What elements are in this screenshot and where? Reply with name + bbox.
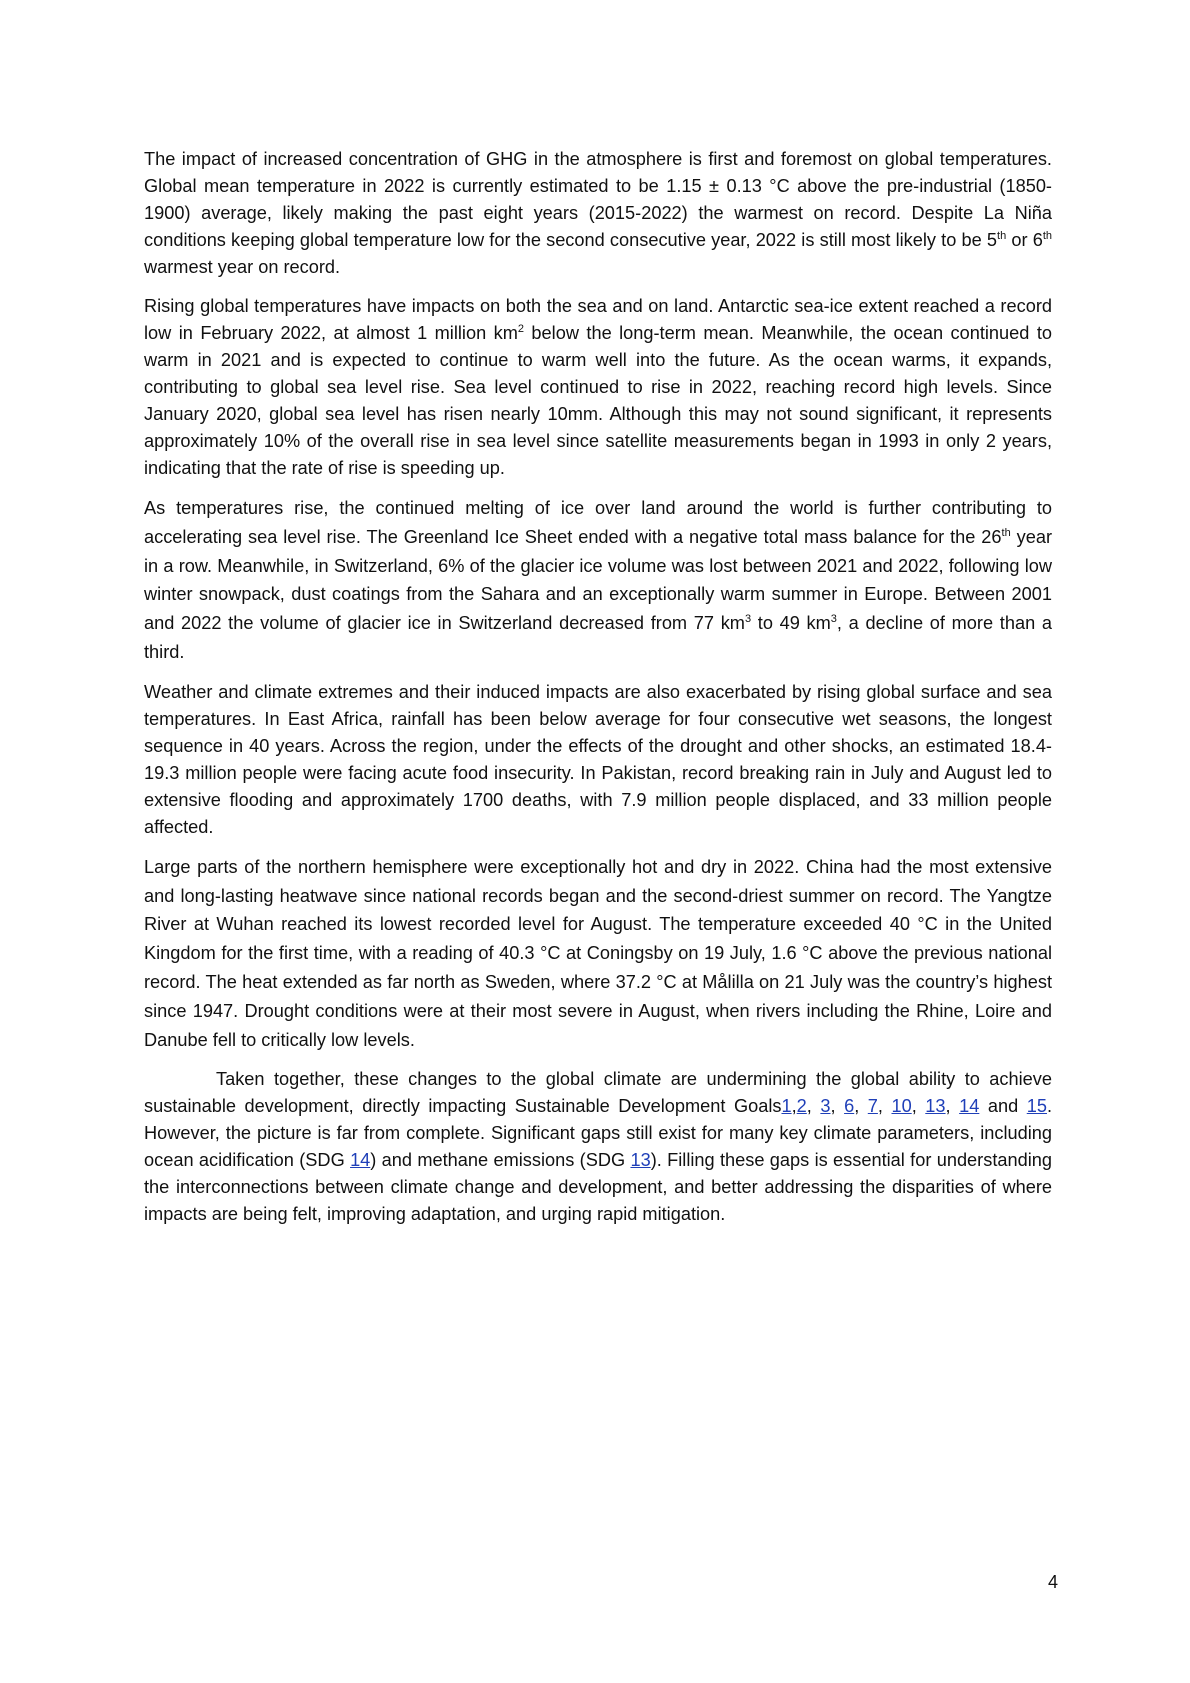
sdg-link-15[interactable]: 15 — [1026, 1096, 1047, 1117]
paragraph-sdg-impacts: Taken together, these changes to the global climate are undermining the global ability to achieve sustainable development, directly impacting Sustainable Development Goals1,2, 3, 6, 7, 10, 13, 14 and 15. However, the picture is far from complete. Significant gaps still exist for many key climate parameters, including ocean acidification (SDG 14) and methane emissions (SDG 13). Filling these gaps is essential for understanding the interconnections between climate change and development, and better addressing the disparities of where impacts are being felt, improving adaptation, and urging rapid mitigation. — [144, 1069, 1053, 1225]
paragraph-text: warmest year on record. — [144, 257, 341, 277]
superscript: th — [1042, 229, 1052, 242]
paragraph-global-temperature — [144, 146, 1052, 281]
body-text — [144, 146, 1052, 1240]
paragraph-heatwave — [144, 853, 1052, 1055]
sdg-link-10[interactable]: 10 — [891, 1096, 912, 1117]
superscript: 3 — [830, 613, 837, 626]
superscript: th — [1001, 526, 1011, 539]
paragraph-text: to 49 km — [751, 613, 831, 634]
sdg-link-14[interactable]: 14 — [959, 1096, 980, 1117]
sdg-link-3[interactable]: 3 — [820, 1096, 831, 1117]
superscript: 3 — [744, 613, 752, 626]
paragraph-text: or 6 — [1006, 230, 1043, 250]
sdg-link-13[interactable]: 13 — [925, 1096, 946, 1117]
paragraph-text: The impact of increased concentration of GHG in the atmosphere is first and foremost on global temperatures. Global mean temperature in 2022 is currently estimated to be 1.15 ± 0.13 °C above the pre-industrial (1850-1900) average, likely making the past eight years (2015-2022) the warmest on record. Despite La Niña conditions keeping global temperature low for the second consecutive year, 2022 is still most likely to be 5 — [144, 149, 1052, 250]
paragraph-text: , a decline of more than a third. — [144, 613, 1052, 662]
paragraph-ice-melt — [144, 494, 1052, 667]
page-number: 4 — [1047, 1572, 1058, 1592]
paragraph-text: Rising global temperatures have impacts on both the sea and on land. Antarctic sea-ice extent reached a record low in February 2022, at almost 1 million km — [144, 296, 1052, 343]
superscript: th — [997, 229, 1007, 242]
paragraph-text: . However, the picture is far from complete. Significant gaps still exist for many key climate parameters, including ocean acidification (SDG — [144, 1096, 1053, 1171]
sdg-link-2[interactable]: 2 — [796, 1096, 807, 1117]
superscript: 2 — [517, 322, 524, 335]
paragraph-text: and — [979, 1096, 1027, 1117]
paragraph-extremes — [144, 679, 1052, 841]
paragraph-sea-and-land — [144, 293, 1052, 482]
paragraph-text: year in a row. Meanwhile, in Switzerland, 6% of the glacier ice volume was lost between 2021 and 2022, following low winter snowpack, dust coatings from the Sahara and an exceptionally warm summer in Europe. Between 2001 and 2022 the volume of glacier ice in Switzerland decreased from 77 km — [144, 526, 1052, 634]
sdg-link-7[interactable]: 7 — [867, 1096, 878, 1117]
paragraph-text: ) and methane emissions (SDG — [370, 1150, 631, 1171]
sdg-link-14-acidification[interactable]: 14 — [350, 1150, 371, 1171]
sdg-link-6[interactable]: 6 — [844, 1096, 855, 1117]
sdg-link-1[interactable]: 1 — [781, 1096, 792, 1117]
paragraph-text: Large parts of the northern hemisphere were exceptionally hot and dry in 2022. China had the most extensive and long-lasting heatwave since national records began and the second-driest summer on record. The Yangtze River at Wuhan reached its lowest recorded level for August. The temperature exceeded 40 °C in the United Kingdom for the first time, with a reading of 40.3 °C at Coningsby on 19 July, 1.6 °C above the previous national record. The heat extended as far north as Sweden, where 37.2 °C at Målilla on 21 July was the country’s highest since 1947. Drought conditions were at their most severe in August, when rivers including the Rhine, Loire and Danube fell to critically low levels. — [144, 856, 1052, 1050]
paragraph-text: As temperatures rise, the continued melting of ice over land around the world is further contributing to accelerating sea level rise. The Greenland Ice Sheet ended with a negative total mass balance for the 26 — [144, 498, 1052, 547]
paragraph-text: Weather and climate extremes and their induced impacts are also exacerbated by rising global surface and sea temperatures. In East Africa, rainfall has been below average for four consecutive wet seasons, the longest sequence in 40 years. Across the region, under the effects of the drought and other shocks, an estimated 18.4-19.3 million people were facing acute food insecurity. In Pakistan, record breaking rain in July and August led to extensive flooding and approximately 1700 deaths, with 7.9 million people displaced, and 33 million people affected. — [144, 681, 1052, 837]
paragraph-text: Taken together, these changes to the global climate are undermining the global ability to achieve sustainable development, directly impacting Sustainable Development Goals — [144, 1069, 1052, 1117]
paragraph-text: below the long-term mean. Meanwhile, the ocean continued to warm in 2021 and is expected to continue to warm well into the future. As the ocean warms, it expands, contributing to global sea level rise. Sea level continued to rise in 2022, reaching record high levels. Since January 2020, global sea level has risen nearly 10mm. Although this may not sound significant, it represents approximately 10% of the overall rise in sea level since satellite measurements began in 1993 in only 2 years, indicating that the rate of rise is speeding up. — [144, 323, 1052, 478]
sdg-link-13-methane[interactable]: 13 — [630, 1150, 651, 1171]
paragraph-text: ). Filling these gaps is essential for understanding the interconnections between climate change and development, and better addressing the disparities of where impacts are being felt, improving adaptation, and urging rapid mitigation. — [144, 1150, 1052, 1225]
